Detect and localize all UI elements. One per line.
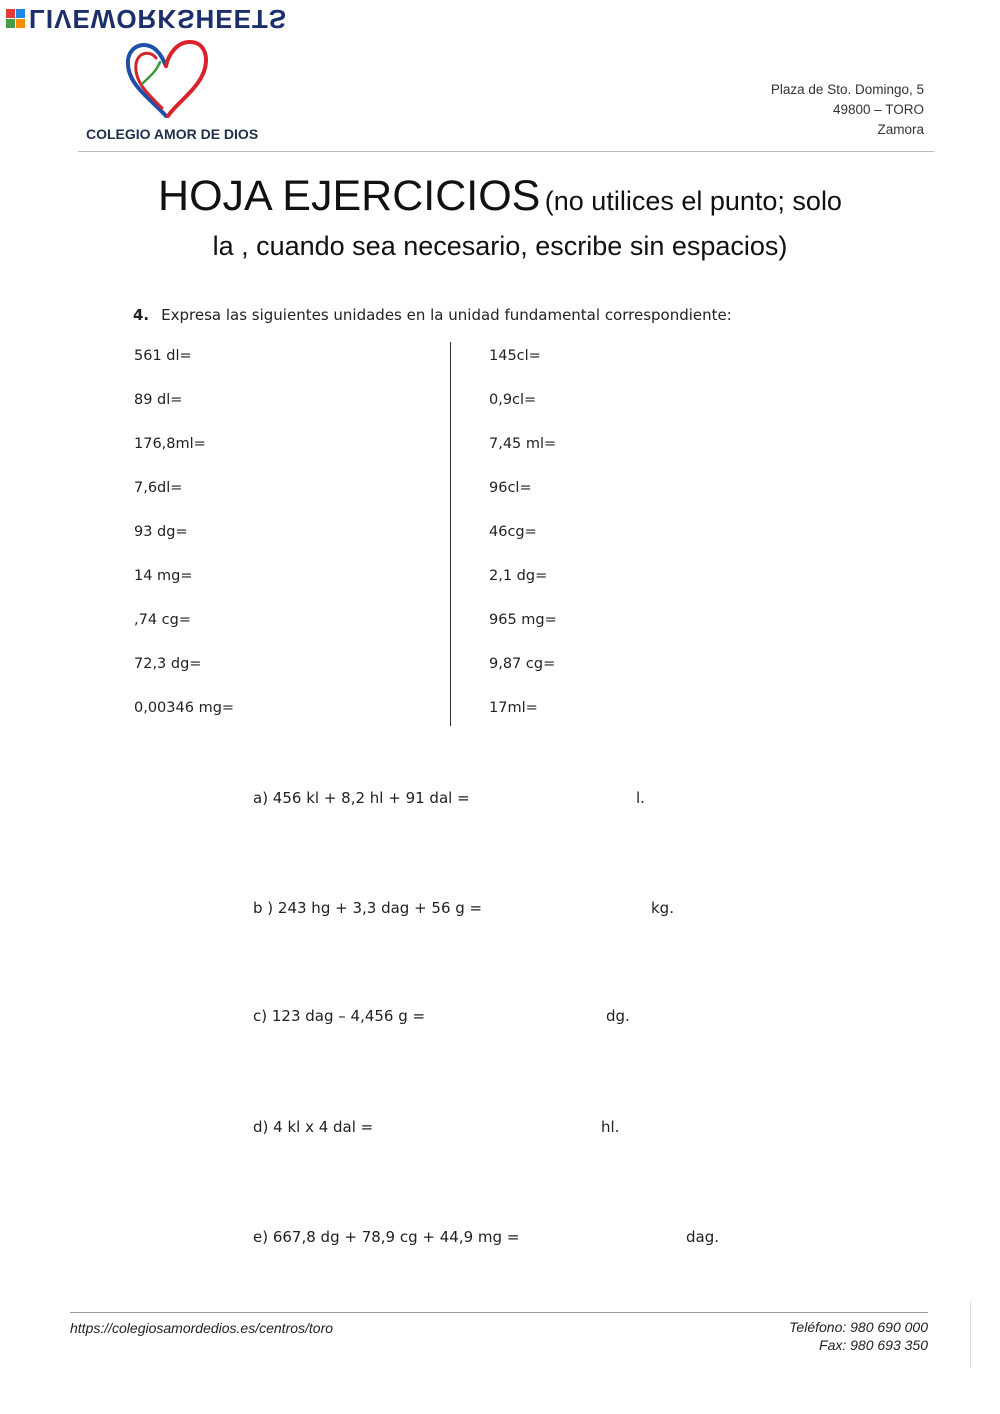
conversion-item: 72,3 dg= xyxy=(134,656,202,672)
header-divider xyxy=(78,151,934,152)
footer-divider xyxy=(70,1312,928,1313)
conversion-item: 93 dg= xyxy=(134,524,188,540)
operation-unit: kg. xyxy=(651,899,674,917)
conversion-item: 9,87 cg= xyxy=(489,656,556,672)
operation-unit: dag. xyxy=(686,1228,720,1246)
conversion-item: 0,00346 mg= xyxy=(134,700,235,716)
address-line: Plaza de Sto. Domingo, 5 xyxy=(770,82,924,97)
conversion-item: 7,6dl= xyxy=(134,480,183,496)
conversion-item: 176,8ml= xyxy=(134,436,206,452)
address-line: 49800 – TORO xyxy=(832,102,924,117)
conversion-item: 46cg= xyxy=(489,524,537,540)
logo-block xyxy=(16,9,25,18)
logo-block xyxy=(16,19,25,28)
school-heart-logo-icon xyxy=(120,36,212,120)
operation-unit: l. xyxy=(636,789,645,807)
footer-side-divider xyxy=(970,1302,971,1368)
conversion-item: 145cl= xyxy=(489,348,541,364)
school-address xyxy=(771,80,924,140)
conversion-item: 0,9cl= xyxy=(489,392,537,408)
logo-block xyxy=(6,19,15,28)
title-note-part2: la , cuando sea necesario, escribe sin espacios) xyxy=(212,231,788,261)
conversion-item: 7,45 ml= xyxy=(489,436,557,452)
footer-url: https://colegiosamordedios.es/centros/toro xyxy=(70,1320,334,1336)
address-line: Zamora xyxy=(877,122,924,137)
footer-phone: Teléfono: 980 690 000 xyxy=(789,1319,928,1335)
operation-expression: b ) 243 hg + 3,3 dag + 56 g = xyxy=(253,899,483,917)
column-divider xyxy=(450,342,451,726)
exercise-4-heading xyxy=(133,306,732,324)
school-name: COLEGIO AMOR DE DIOS xyxy=(86,126,259,142)
conversion-item: 89 dl= xyxy=(134,392,183,408)
page-title xyxy=(0,172,1000,221)
operation-expression: c) 123 dag – 4,456 g = xyxy=(253,1007,426,1025)
logo-block xyxy=(6,9,15,18)
title-main: HOJA EJERCICIOS xyxy=(158,172,541,220)
conversion-item: 2,1 dg= xyxy=(489,568,548,584)
exercise-instruction: Expresa las siguientes unidades en la unidad fundamental correspondiente: xyxy=(161,306,732,324)
liveworksheets-logo xyxy=(6,4,287,32)
watermark-text: LIVEWORKSHEETS xyxy=(29,3,288,34)
title-note-part1: (no utilices el punto; solo xyxy=(544,186,842,216)
operation-expression: e) 667,8 dg + 78,9 cg + 44,9 mg = xyxy=(253,1228,520,1246)
conversion-item: 96cl= xyxy=(489,480,532,496)
conversion-item: 965 mg= xyxy=(489,612,557,628)
operation-unit: hl. xyxy=(601,1118,620,1136)
conversion-item: 17ml= xyxy=(489,700,538,716)
conversion-item: 14 mg= xyxy=(134,568,193,584)
operation-expression: a) 456 kl + 8,2 hl + 91 dal = xyxy=(253,789,470,807)
logo-blocks-icon xyxy=(6,9,25,28)
conversion-item: 561 dl= xyxy=(134,348,192,364)
footer-contact xyxy=(789,1318,928,1354)
footer-fax: Fax: 980 693 350 xyxy=(819,1337,928,1353)
operation-unit: dg. xyxy=(606,1007,630,1025)
exercise-number: 4. xyxy=(133,306,150,324)
operation-expression: d) 4 kl x 4 dal = xyxy=(253,1118,374,1136)
conversion-item: ,74 cg= xyxy=(134,612,191,628)
